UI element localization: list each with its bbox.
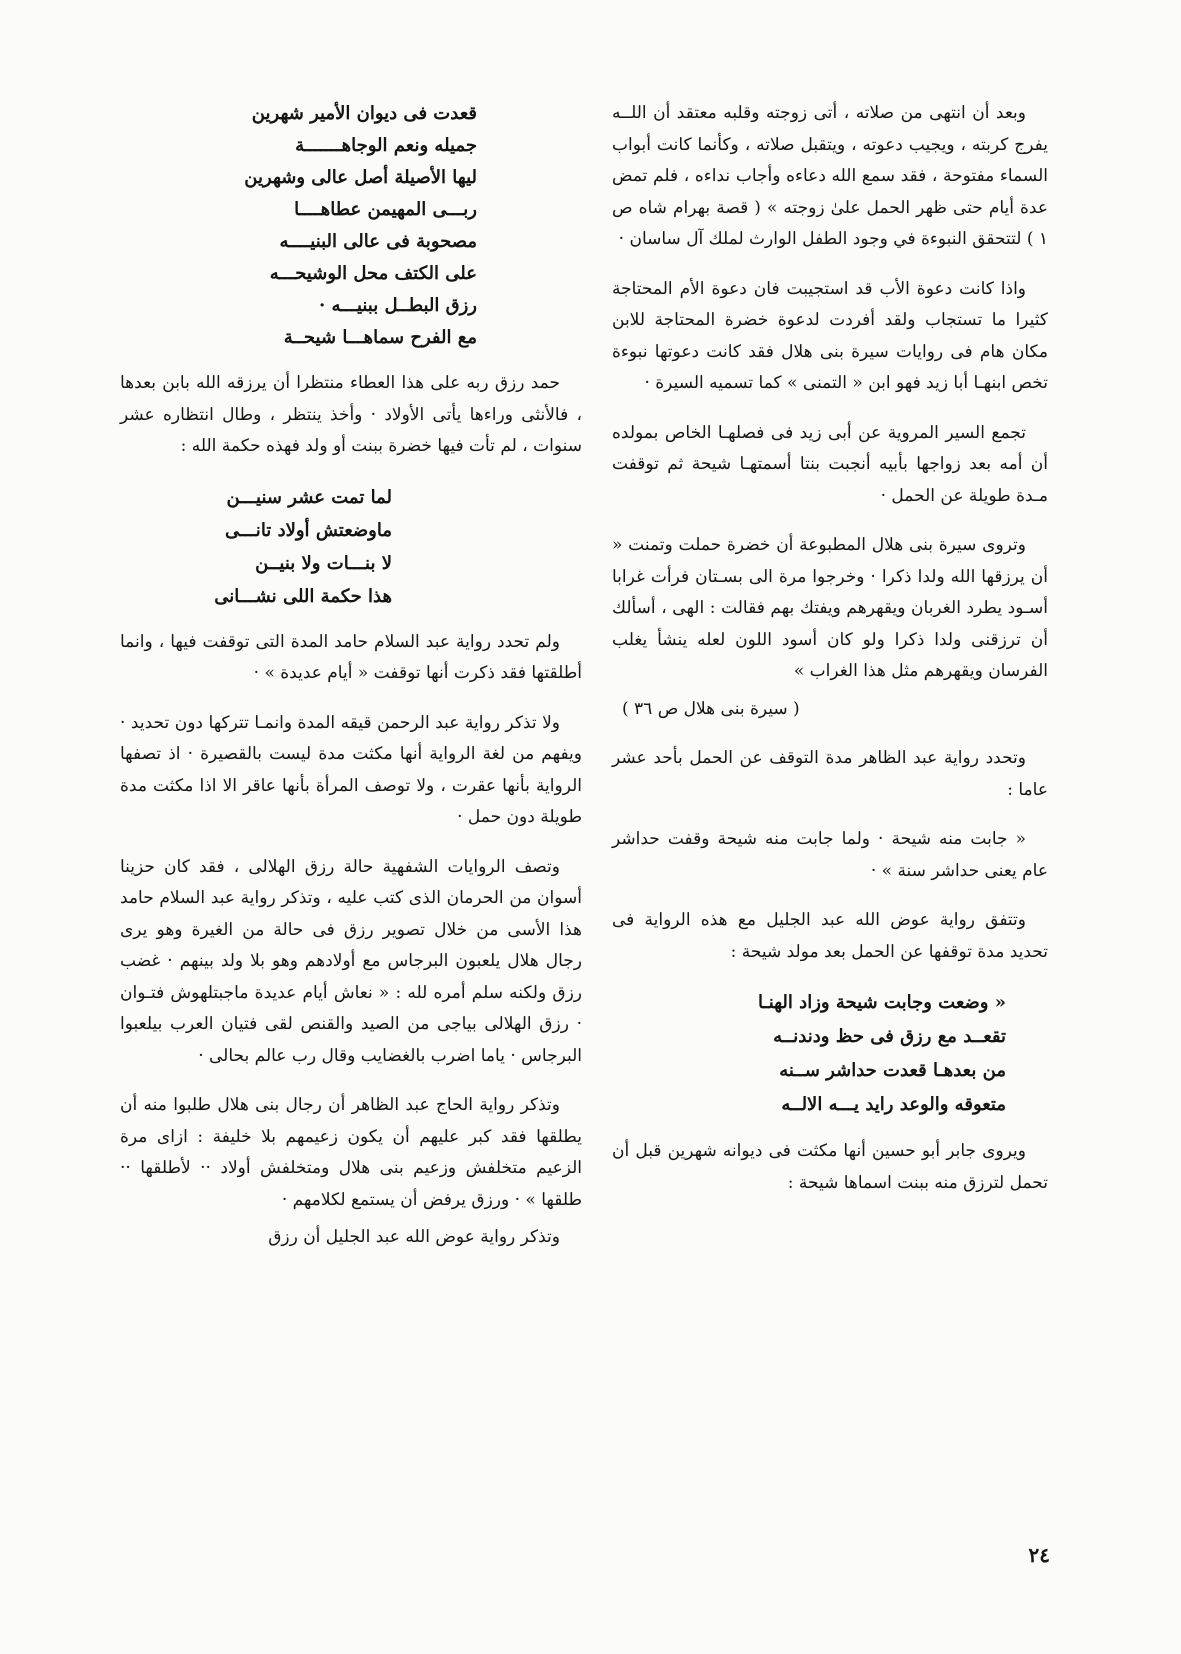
paragraph: واذا كانت دعوة الأب قد استجيبت فان دعوة الأم المحتاجة كثيرا ما تستجاب ولقد أفردت لدعوة خضرة المحتاجة للابن مكان هام فى روايات سيرة بنى هلال فقد كانت دعوتها نبوءة تخص ابنهـا أبا زيد فهو ابن « التمنى » كما تسميه السيرة · xyxy=(612,278,1048,393)
quote-paragraph: « جابت منه شيحة · ولما جابت منه شيحة وقفت حداشر عام يعنى حداشر سنة » · xyxy=(612,829,1048,881)
poem-verse xyxy=(120,481,582,613)
left-column xyxy=(120,98,582,1272)
paragraph: وبعد أن انتهى من صلاته ، أتى زوجته وقلبه معتقد أن اللــه يفرج كربته ، ويجيب دعوته ، ويتقبل صلاته ، وكأنما كانت أبواب السماء مفتوحة ، فقد سمع الله دعاءه وأجاب نداءه ، فلم تمض عدة أيام حتى ظهر الحمل علىٰ زوجته » ( قصة بهرام شاه ص ١ ) لتتحقق النبوءة في وجود الطفل الوارث لملك آل ساسان · xyxy=(612,103,1048,249)
verse-line: قعدت فى ديوان الأمير شهرين xyxy=(251,103,477,124)
paragraph: تجمع السير المروية عن أبى زيد فى فصلهـا الخاص بمولده أن أمه بعد زواجها بأبيه أنجبت بنتا أسمتهـا شيحة ثم توقفت مـدة طويلة عن الحمل · xyxy=(612,422,1048,506)
verse-line: رزق البطــل ببنيـــه · xyxy=(318,295,477,316)
verse-line: ليها الأصيلة أصل عالى وشهرين xyxy=(244,167,477,188)
paragraph: ويروى جابر أبو حسين أنها مكثت فى ديوانه شهرين قبل أن تحمل لترزق منه ببنت اسماها شيحة : xyxy=(612,1141,1048,1193)
verse-line: ماوضعتش أولاد تانـــى xyxy=(224,519,392,541)
paragraph: ولم تحدد رواية عبد السلام حامد المدة التى توقفت فيها ، وانما أطلقتها فقد ذكرت أنها توقفت « أيام عديدة » · xyxy=(120,631,582,683)
verse-line: هذا حكمة اللى نشـــانى xyxy=(214,585,392,607)
poem-verse xyxy=(120,98,582,354)
verse-line: من بعدهـا قعدت حداشر ســنه xyxy=(779,1060,1006,1081)
verse-line: تقعــد مع رزق فى حظ ودندنــه xyxy=(773,1026,1006,1047)
verse-line: جميله ونعم الوجاهـــــــة xyxy=(295,135,477,156)
paragraph: ولا تذكر رواية عبد الرحمن قيقه المدة وانمـا تتركها دون تحديد · ويفهم من لغة الرواية أنها مكثت مدة ليست بالقصيرة · اذ تصفها الرواية بأنها عقرت ، ولا توصف المرأة بأنها عاقر الا اذا مكثت مدة طويلة دون حمل · xyxy=(120,712,582,827)
paragraph: وتتفق رواية عوض الله عبد الجليل مع هذه الرواية فى تحديد مدة توقفها عن الحمل بعد مولد شيحة : xyxy=(612,910,1048,962)
paragraph: وتصف الروايات الشفهية حالة رزق الهلالى ، فقد كان حزينا أسوان من الحرمان الذى كتب عليه ، وتذكر رواية عبد السلام حامد هذا الأسى من خلال تصوير رزق فى حالة من الغيرة وهو يرى رجال هلال يلعبون البرجاس مع أولادهم وهو بلا ولد بينهم · غضب رزق ولكنه سلم أمره لله : « نعاش أيام عديدة ماجبتلهوش فتـوان · رزق الهلالى بياجى من الصيد والقنص لقى فتيان العرب بيلعبوا البرجاس · ياما اضرب بالغضايب وقال رب عالم بحالى · xyxy=(120,856,582,1066)
verse-line: متعوقه والوعد رايد يـــه الالــه xyxy=(781,1094,1006,1115)
verse-line: لا بنـــات ولا بنيــن xyxy=(255,552,392,574)
verse-line: مصحوبة فى عالى البنيــــه xyxy=(279,231,477,252)
page-number: ٢٤ xyxy=(1028,1543,1050,1567)
paragraph: وتروى سيرة بنى هلال المطبوعة أن خضرة حملت وتمنت « أن يرزقها الله ولدا ذكرا · وخرجوا مرة الى بسـتان فرأت غرابا أسـود يطرد الغربان ويقهرهم ويفتك بهم فقالت : الهى ، أسألك أن ترزقنى ولدا ذكرا ولو كان أسود اللون لعله ينشأ يغلب الفرسان ويقهرهم مثل هذا الغراب » xyxy=(612,535,1048,681)
paragraph: وتحدد رواية عبد الظاهر مدة التوقف عن الحمل بأحد عشر عاما : xyxy=(612,748,1048,800)
verse-line: مع الفرح سماهـــا شيحــة xyxy=(283,327,477,348)
verse-line: لما تمت عشر سنيـــن xyxy=(226,486,392,508)
verse-line: ربـــى المهيمن عطاهــــا xyxy=(294,199,477,220)
right-column xyxy=(612,98,1048,1217)
verse-line: على الكتف محل الوشيحـــه xyxy=(269,263,477,284)
paragraph: حمد رزق ربه على هذا العطاء منتظرا أن يرزقه الله بابن بعدها ، فالأنثى وراءها يأتى الأولاد · وأخذ ينتظر ، وطال انتظاره عشر سنوات ، لم تأت فيها خضرة ببنت أو ولد فهذه حكمة الله : xyxy=(120,373,582,456)
citation: ( سيرة بنى هلال ص ٣٦ ) xyxy=(622,698,800,719)
paragraph: وتذكر رواية الحاج عبد الظاهر أن رجال بنى هلال طلبوا منه أن يطلقها فقد كبر عليهم أن يكون زعيمهم بلا خليفة : ازاى مرة الزعيم متخلفش وزعيم بنى هلال ومتخلفش أولاد ·· لأطلقها ·· طلقها » · ورزق يرفض أن يستمع لكلامهم · xyxy=(120,1095,582,1210)
verse-line: « وضعت وجابت شيحة وزاد الهنـا xyxy=(757,992,1006,1013)
poem-verse xyxy=(612,986,1048,1122)
paragraph: وتذكر رواية عوض الله عبد الجليل أن رزق xyxy=(268,1227,560,1247)
